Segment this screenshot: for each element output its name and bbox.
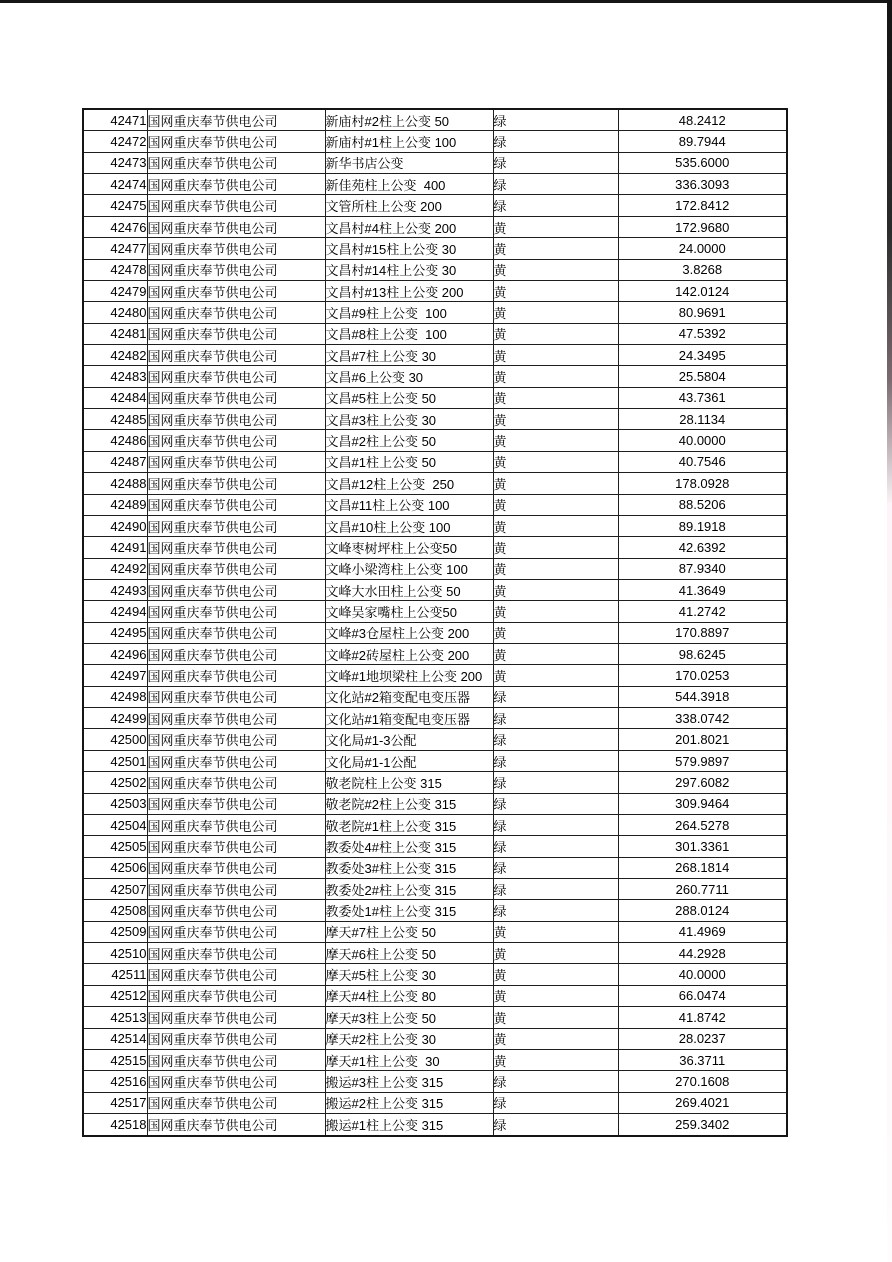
cell-company: 国网重庆奉节供电公司	[147, 1113, 325, 1136]
cell-device: 文峰枣树坪柱上公变50	[325, 537, 493, 558]
table-row	[83, 366, 787, 387]
table-row	[83, 131, 787, 152]
cell-status: 黄	[493, 537, 618, 558]
cell-company: 国网重庆奉节供电公司	[147, 1028, 325, 1049]
cell-value: 48.2412	[618, 109, 787, 131]
cell-device: 摩天#4柱上公变 80	[325, 985, 493, 1006]
cell-value: 172.8412	[618, 195, 787, 216]
cell-status: 黄	[493, 494, 618, 515]
cell-device: 文昌#12柱上公变 250	[325, 473, 493, 494]
cell-company: 国网重庆奉节供电公司	[147, 750, 325, 771]
cell-status: 绿	[493, 900, 618, 921]
cell-row-id: 42507	[83, 878, 147, 899]
cell-company: 国网重庆奉节供电公司	[147, 729, 325, 750]
cell-device: 摩天#3柱上公变 50	[325, 1007, 493, 1028]
cell-status: 绿	[493, 152, 618, 173]
cell-device: 文昌村#4柱上公变 200	[325, 216, 493, 237]
table-row	[83, 302, 787, 323]
cell-company: 国网重庆奉节供电公司	[147, 1049, 325, 1070]
cell-company: 国网重庆奉节供电公司	[147, 836, 325, 857]
cell-company: 国网重庆奉节供电公司	[147, 494, 325, 515]
table-row	[83, 579, 787, 600]
cell-value: 170.0253	[618, 665, 787, 686]
cell-status: 黄	[493, 601, 618, 622]
cell-value: 87.9340	[618, 558, 787, 579]
cell-value: 170.8897	[618, 622, 787, 643]
cell-device: 敬老院#2柱上公变 315	[325, 793, 493, 814]
cell-value: 264.5278	[618, 814, 787, 835]
cell-row-id: 42493	[83, 579, 147, 600]
page-top-edge-artifact	[0, 0, 892, 3]
table-row	[83, 686, 787, 707]
cell-row-id: 42481	[83, 323, 147, 344]
table-body	[83, 109, 787, 1136]
cell-value: 80.9691	[618, 302, 787, 323]
cell-company: 国网重庆奉节供电公司	[147, 537, 325, 558]
cell-device: 教委处2#柱上公变 315	[325, 878, 493, 899]
cell-company: 国网重庆奉节供电公司	[147, 152, 325, 173]
cell-device: 搬运#2柱上公变 315	[325, 1092, 493, 1113]
cell-company: 国网重庆奉节供电公司	[147, 174, 325, 195]
cell-row-id: 42489	[83, 494, 147, 515]
cell-row-id: 42482	[83, 345, 147, 366]
cell-status: 黄	[493, 259, 618, 280]
cell-company: 国网重庆奉节供电公司	[147, 686, 325, 707]
cell-value: 44.2928	[618, 943, 787, 964]
table-row	[83, 259, 787, 280]
cell-device: 文峰#1地坝梁柱上公变 200	[325, 665, 493, 686]
cell-device: 文管所柱上公变 200	[325, 195, 493, 216]
cell-status: 绿	[493, 878, 618, 899]
cell-value: 259.3402	[618, 1113, 787, 1136]
cell-value: 172.9680	[618, 216, 787, 237]
cell-row-id: 42473	[83, 152, 147, 173]
cell-value: 41.3649	[618, 579, 787, 600]
cell-value: 98.6245	[618, 644, 787, 665]
cell-company: 国网重庆奉节供电公司	[147, 622, 325, 643]
table-row	[83, 430, 787, 451]
table-row	[83, 921, 787, 942]
cell-company: 国网重庆奉节供电公司	[147, 387, 325, 408]
cell-device: 搬运#3柱上公变 315	[325, 1071, 493, 1092]
cell-value: 201.8021	[618, 729, 787, 750]
cell-device: 摩天#7柱上公变 50	[325, 921, 493, 942]
page-right-edge-artifact	[887, 0, 892, 1262]
cell-status: 绿	[493, 131, 618, 152]
cell-value: 3.8268	[618, 259, 787, 280]
cell-value: 41.2742	[618, 601, 787, 622]
cell-status: 绿	[493, 1113, 618, 1136]
table-row	[83, 323, 787, 344]
cell-company: 国网重庆奉节供电公司	[147, 964, 325, 985]
cell-value: 41.4969	[618, 921, 787, 942]
table-row	[83, 601, 787, 622]
cell-row-id: 42492	[83, 558, 147, 579]
cell-value: 544.3918	[618, 686, 787, 707]
table-row	[83, 665, 787, 686]
cell-device: 文化局#1-1公配	[325, 750, 493, 771]
cell-value: 25.5804	[618, 366, 787, 387]
cell-status: 黄	[493, 238, 618, 259]
cell-company: 国网重庆奉节供电公司	[147, 1007, 325, 1028]
cell-company: 国网重庆奉节供电公司	[147, 1071, 325, 1092]
table-row	[83, 558, 787, 579]
cell-device: 文昌#9柱上公变 100	[325, 302, 493, 323]
cell-company: 国网重庆奉节供电公司	[147, 515, 325, 536]
cell-company: 国网重庆奉节供电公司	[147, 878, 325, 899]
cell-row-id: 42480	[83, 302, 147, 323]
cell-device: 文峰#2砖屋柱上公变 200	[325, 644, 493, 665]
cell-company: 国网重庆奉节供电公司	[147, 857, 325, 878]
cell-value: 535.6000	[618, 152, 787, 173]
cell-company: 国网重庆奉节供电公司	[147, 900, 325, 921]
cell-row-id: 42495	[83, 622, 147, 643]
cell-device: 文昌#6上公变 30	[325, 366, 493, 387]
table-row	[83, 900, 787, 921]
cell-company: 国网重庆奉节供电公司	[147, 943, 325, 964]
cell-device: 文峰#3仓屋柱上公变 200	[325, 622, 493, 643]
cell-status: 黄	[493, 579, 618, 600]
cell-status: 黄	[493, 1049, 618, 1070]
cell-company: 国网重庆奉节供电公司	[147, 1092, 325, 1113]
cell-row-id: 42486	[83, 430, 147, 451]
cell-value: 288.0124	[618, 900, 787, 921]
cell-row-id: 42485	[83, 409, 147, 430]
table-row	[83, 793, 787, 814]
cell-value: 42.6392	[618, 537, 787, 558]
cell-device: 文昌#8柱上公变 100	[325, 323, 493, 344]
table-row	[83, 985, 787, 1006]
cell-device: 文化局#1-3公配	[325, 729, 493, 750]
cell-row-id: 42500	[83, 729, 147, 750]
table-row	[83, 857, 787, 878]
cell-device: 文昌#2柱上公变 50	[325, 430, 493, 451]
cell-status: 黄	[493, 622, 618, 643]
cell-status: 黄	[493, 473, 618, 494]
cell-row-id: 42474	[83, 174, 147, 195]
cell-value: 88.5206	[618, 494, 787, 515]
cell-row-id: 42503	[83, 793, 147, 814]
cell-row-id: 42478	[83, 259, 147, 280]
cell-row-id: 42490	[83, 515, 147, 536]
table-row	[83, 1071, 787, 1092]
cell-status: 黄	[493, 943, 618, 964]
cell-value: 309.9464	[618, 793, 787, 814]
cell-row-id: 42517	[83, 1092, 147, 1113]
table-row	[83, 515, 787, 536]
cell-status: 绿	[493, 857, 618, 878]
cell-company: 国网重庆奉节供电公司	[147, 109, 325, 131]
table-row	[83, 451, 787, 472]
cell-status: 绿	[493, 708, 618, 729]
cell-device: 新佳苑柱上公变 400	[325, 174, 493, 195]
table-row	[83, 1092, 787, 1113]
cell-value: 40.0000	[618, 964, 787, 985]
cell-status: 黄	[493, 216, 618, 237]
cell-device: 教委处3#柱上公变 315	[325, 857, 493, 878]
cell-status: 黄	[493, 644, 618, 665]
cell-row-id: 42510	[83, 943, 147, 964]
table-row	[83, 216, 787, 237]
table-row	[83, 1028, 787, 1049]
cell-row-id: 42501	[83, 750, 147, 771]
table-row	[83, 345, 787, 366]
table-row	[83, 622, 787, 643]
cell-device: 文昌#3柱上公变 30	[325, 409, 493, 430]
cell-row-id: 42518	[83, 1113, 147, 1136]
cell-value: 41.8742	[618, 1007, 787, 1028]
table-row	[83, 109, 787, 131]
cell-value: 28.1134	[618, 409, 787, 430]
cell-row-id: 42513	[83, 1007, 147, 1028]
cell-device: 文昌村#13柱上公变 200	[325, 280, 493, 301]
cell-device: 文昌#10柱上公变 100	[325, 515, 493, 536]
cell-device: 文昌#11柱上公变 100	[325, 494, 493, 515]
cell-company: 国网重庆奉节供电公司	[147, 238, 325, 259]
cell-value: 260.7711	[618, 878, 787, 899]
cell-value: 24.3495	[618, 345, 787, 366]
cell-device: 摩天#5柱上公变 30	[325, 964, 493, 985]
table-row	[83, 836, 787, 857]
table-row	[83, 537, 787, 558]
cell-device: 文昌村#14柱上公变 30	[325, 259, 493, 280]
cell-company: 国网重庆奉节供电公司	[147, 302, 325, 323]
table-row	[83, 943, 787, 964]
cell-device: 新庙村#1柱上公变 100	[325, 131, 493, 152]
cell-device: 搬运#1柱上公变 315	[325, 1113, 493, 1136]
cell-company: 国网重庆奉节供电公司	[147, 216, 325, 237]
cell-value: 338.0742	[618, 708, 787, 729]
cell-company: 国网重庆奉节供电公司	[147, 708, 325, 729]
cell-row-id: 42509	[83, 921, 147, 942]
cell-company: 国网重庆奉节供电公司	[147, 665, 325, 686]
cell-status: 黄	[493, 665, 618, 686]
cell-status: 黄	[493, 409, 618, 430]
cell-company: 国网重庆奉节供电公司	[147, 772, 325, 793]
cell-company: 国网重庆奉节供电公司	[147, 558, 325, 579]
cell-value: 89.7944	[618, 131, 787, 152]
cell-device: 新庙村#2柱上公变 50	[325, 109, 493, 131]
cell-company: 国网重庆奉节供电公司	[147, 451, 325, 472]
cell-device: 文昌村#15柱上公变 30	[325, 238, 493, 259]
cell-device: 教委处4#柱上公变 315	[325, 836, 493, 857]
cell-status: 黄	[493, 964, 618, 985]
cell-status: 绿	[493, 814, 618, 835]
cell-device: 教委处1#柱上公变 315	[325, 900, 493, 921]
cell-value: 178.0928	[618, 473, 787, 494]
cell-row-id: 42484	[83, 387, 147, 408]
cell-company: 国网重庆奉节供电公司	[147, 409, 325, 430]
cell-status: 黄	[493, 1007, 618, 1028]
cell-row-id: 42483	[83, 366, 147, 387]
transformer-load-table	[82, 108, 788, 1137]
cell-device: 摩天#1柱上公变 30	[325, 1049, 493, 1070]
table-row	[83, 708, 787, 729]
cell-status: 绿	[493, 1092, 618, 1113]
cell-company: 国网重庆奉节供电公司	[147, 814, 325, 835]
cell-status: 绿	[493, 109, 618, 131]
cell-status: 黄	[493, 302, 618, 323]
cell-company: 国网重庆奉节供电公司	[147, 985, 325, 1006]
cell-row-id: 42502	[83, 772, 147, 793]
table-row	[83, 772, 787, 793]
cell-status: 绿	[493, 772, 618, 793]
cell-value: 66.0474	[618, 985, 787, 1006]
cell-status: 黄	[493, 921, 618, 942]
cell-row-id: 42516	[83, 1071, 147, 1092]
table-row	[83, 1113, 787, 1136]
table-row	[83, 494, 787, 515]
cell-row-id: 42505	[83, 836, 147, 857]
cell-status: 黄	[493, 366, 618, 387]
cell-device: 摩天#2柱上公变 30	[325, 1028, 493, 1049]
cell-device: 摩天#6柱上公变 50	[325, 943, 493, 964]
cell-company: 国网重庆奉节供电公司	[147, 430, 325, 451]
cell-status: 黄	[493, 451, 618, 472]
cell-value: 142.0124	[618, 280, 787, 301]
cell-value: 47.5392	[618, 323, 787, 344]
cell-company: 国网重庆奉节供电公司	[147, 280, 325, 301]
cell-row-id: 42488	[83, 473, 147, 494]
cell-status: 黄	[493, 1028, 618, 1049]
cell-row-id: 42491	[83, 537, 147, 558]
cell-status: 绿	[493, 686, 618, 707]
cell-device: 文化站#1箱变配电变压器	[325, 708, 493, 729]
cell-device: 文化站#2箱变配电变压器	[325, 686, 493, 707]
cell-status: 绿	[493, 750, 618, 771]
cell-device: 文昌#1柱上公变 50	[325, 451, 493, 472]
cell-value: 269.4021	[618, 1092, 787, 1113]
table-row	[83, 409, 787, 430]
cell-status: 黄	[493, 387, 618, 408]
cell-status: 绿	[493, 195, 618, 216]
cell-value: 89.1918	[618, 515, 787, 536]
cell-company: 国网重庆奉节供电公司	[147, 131, 325, 152]
cell-company: 国网重庆奉节供电公司	[147, 793, 325, 814]
cell-row-id: 42508	[83, 900, 147, 921]
cell-value: 297.6082	[618, 772, 787, 793]
cell-status: 绿	[493, 174, 618, 195]
cell-row-id: 42515	[83, 1049, 147, 1070]
cell-device: 新华书店公变	[325, 152, 493, 173]
cell-value: 579.9897	[618, 750, 787, 771]
cell-company: 国网重庆奉节供电公司	[147, 259, 325, 280]
cell-device: 敬老院柱上公变 315	[325, 772, 493, 793]
table-row	[83, 174, 787, 195]
cell-status: 绿	[493, 836, 618, 857]
cell-row-id: 42496	[83, 644, 147, 665]
cell-status: 黄	[493, 558, 618, 579]
table-row	[83, 238, 787, 259]
table-row	[83, 1007, 787, 1028]
cell-company: 国网重庆奉节供电公司	[147, 473, 325, 494]
cell-row-id: 42479	[83, 280, 147, 301]
cell-device: 文峰小梁湾柱上公变 100	[325, 558, 493, 579]
cell-device: 文昌#7柱上公变 30	[325, 345, 493, 366]
cell-status: 绿	[493, 793, 618, 814]
table-row	[83, 878, 787, 899]
cell-value: 36.3711	[618, 1049, 787, 1070]
cell-company: 国网重庆奉节供电公司	[147, 366, 325, 387]
table-row	[83, 1049, 787, 1070]
table-row	[83, 644, 787, 665]
cell-value: 268.1814	[618, 857, 787, 878]
table-row	[83, 473, 787, 494]
cell-value: 24.0000	[618, 238, 787, 259]
cell-company: 国网重庆奉节供电公司	[147, 195, 325, 216]
cell-row-id: 42475	[83, 195, 147, 216]
table-row	[83, 814, 787, 835]
cell-row-id: 42504	[83, 814, 147, 835]
cell-row-id: 42477	[83, 238, 147, 259]
cell-status: 黄	[493, 515, 618, 536]
cell-value: 43.7361	[618, 387, 787, 408]
cell-company: 国网重庆奉节供电公司	[147, 601, 325, 622]
cell-status: 黄	[493, 323, 618, 344]
cell-status: 黄	[493, 280, 618, 301]
cell-value: 28.0237	[618, 1028, 787, 1049]
cell-row-id: 42472	[83, 131, 147, 152]
cell-row-id: 42511	[83, 964, 147, 985]
cell-row-id: 42514	[83, 1028, 147, 1049]
cell-row-id: 42497	[83, 665, 147, 686]
cell-device: 文昌#5柱上公变 50	[325, 387, 493, 408]
table-row	[83, 729, 787, 750]
cell-value: 40.7546	[618, 451, 787, 472]
cell-company: 国网重庆奉节供电公司	[147, 323, 325, 344]
cell-row-id: 42512	[83, 985, 147, 1006]
cell-device: 文峰吴家嘴柱上公变50	[325, 601, 493, 622]
cell-status: 绿	[493, 729, 618, 750]
cell-status: 黄	[493, 430, 618, 451]
cell-row-id: 42499	[83, 708, 147, 729]
cell-value: 270.1608	[618, 1071, 787, 1092]
cell-row-id: 42506	[83, 857, 147, 878]
cell-device: 文峰大水田柱上公变 50	[325, 579, 493, 600]
cell-value: 40.0000	[618, 430, 787, 451]
cell-status: 黄	[493, 345, 618, 366]
cell-row-id: 42494	[83, 601, 147, 622]
cell-company: 国网重庆奉节供电公司	[147, 921, 325, 942]
cell-status: 绿	[493, 1071, 618, 1092]
table-row	[83, 387, 787, 408]
cell-company: 国网重庆奉节供电公司	[147, 579, 325, 600]
cell-row-id: 42498	[83, 686, 147, 707]
cell-value: 301.3361	[618, 836, 787, 857]
cell-status: 黄	[493, 985, 618, 1006]
cell-value: 336.3093	[618, 174, 787, 195]
cell-row-id: 42476	[83, 216, 147, 237]
cell-device: 敬老院#1柱上公变 315	[325, 814, 493, 835]
cell-row-id: 42471	[83, 109, 147, 131]
table-row	[83, 750, 787, 771]
cell-company: 国网重庆奉节供电公司	[147, 644, 325, 665]
table-row	[83, 152, 787, 173]
cell-company: 国网重庆奉节供电公司	[147, 345, 325, 366]
table-row	[83, 195, 787, 216]
cell-row-id: 42487	[83, 451, 147, 472]
table-row	[83, 280, 787, 301]
table-row	[83, 964, 787, 985]
